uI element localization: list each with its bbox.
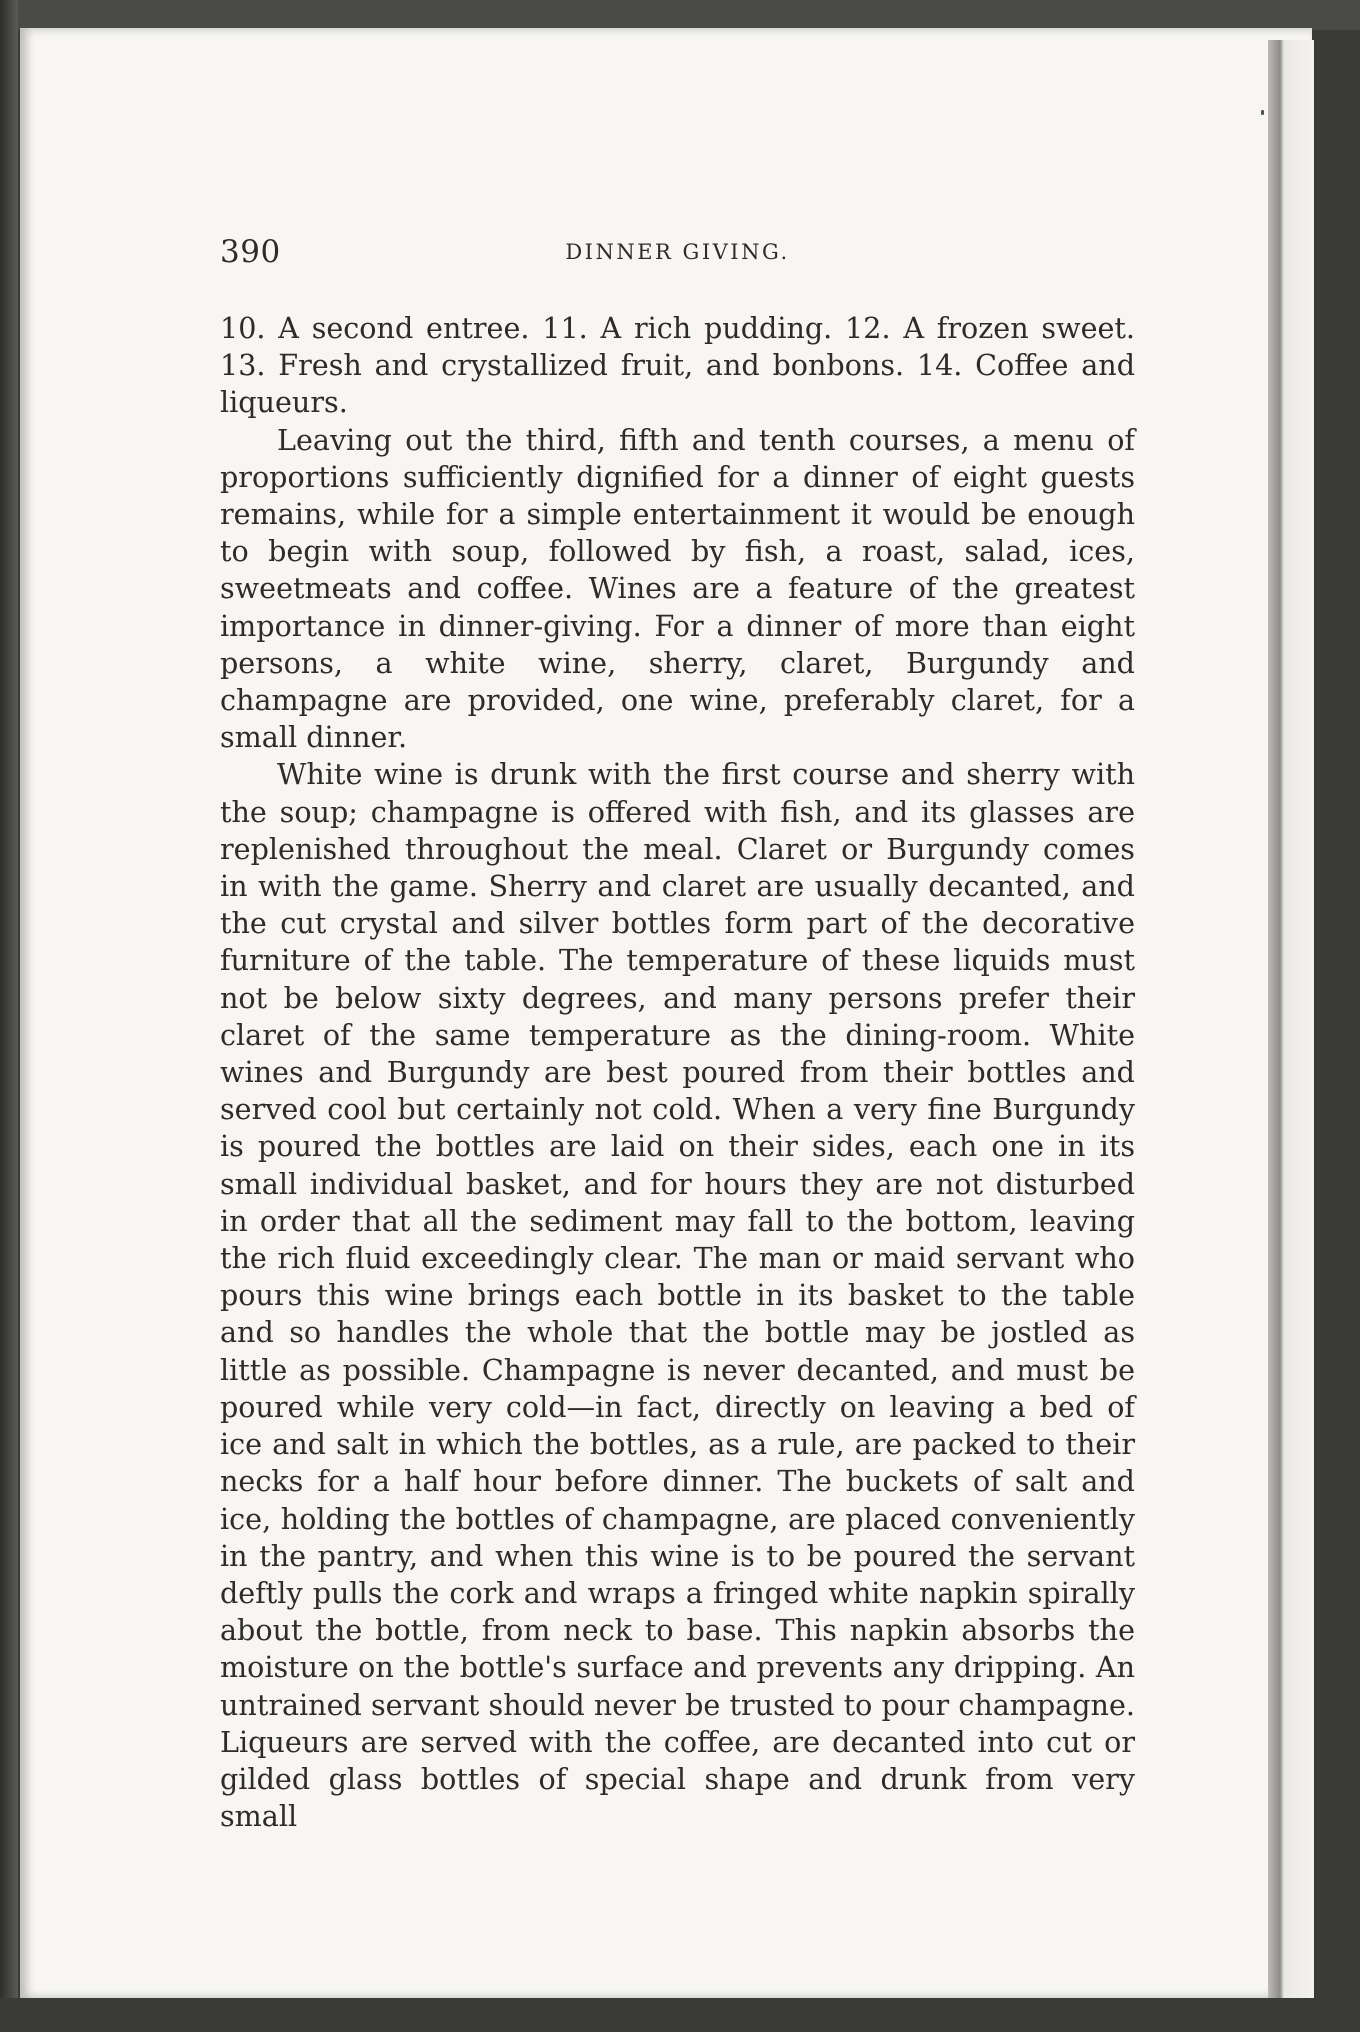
paragraph-menu-continuation: 10. A second entree. 11. A rich pudding. 12. A frozen sweet. 13. Fresh and crystallized fruit, and bonbons. 14. Coffee and liqueurs. (220, 311, 1135, 420)
paragraph-menu-and-wines: Leaving out the third, fifth and tenth courses, a menu of proportions sufficiently dignified for a dinner of eight guests remains, while for a simple entertainment it would be enough to begin with soup, followed by fish, a roast, salad, ices, sweetmeats and coffee. Wines are a feature of the greatest importance in dinner-giving. For a dinner of more than eight persons, a white wine, sherry, claret, Burgundy and champagne are provided, one wine, preferably claret, for a small dinner. (220, 422, 1135, 755)
book-page (20, 28, 1312, 1998)
scan-top-border (0, 0, 1360, 30)
scan-left-border (0, 0, 18, 2032)
paragraph-serving-wines: White wine is drunk with the first course and sherry with the soup; champagne is offered with fish, and its glasses are replenished throughout the meal. Claret or Burgundy comes in with the game. Sherry and claret are usually decanted, and the cut crystal and silver bottles form part of the decorative furniture of the table. The temperature of these liquids must not be below sixty degrees, and many persons prefer their claret of the same temperature as the dining-room. White wines and Burgundy are best poured from their bottles and served cool but certainly not cold. When a very fine Burgundy is poured the bottles are laid on their sides, each one in its small individual basket, and for hours they are not disturbed in order that all the sediment may fall to the bottom, leaving the rich fluid exceedingly clear. The man or maid servant who pours this wine brings each bottle in its basket to the table and so handles the whole that the bottle may be jostled as little as possible. Champagne is never decanted, and must be poured while very cold—in fact, directly on leaving a bed of ice and salt in which the bottles, as a rule, are packed to their necks for a half hour before dinner. The buckets of salt and ice, holding the bottles of champagne, are placed conveniently in the pantry, and when this wine is to be poured the servant deftly pulls the cork and wraps a fringed white napkin spirally about the bottle, from neck to base. This napkin absorbs the moisture on the bottle's surface and prevents any dripping. An untrained servant should never be trusted to pour champagne. Liqueurs are served with the coffee, are decanted into cut or gilded glass bottles of special shape and drunk from very small (220, 757, 1135, 1834)
body-text (220, 310, 1135, 1835)
page-number: 390 (220, 234, 281, 270)
dust-speck (1261, 110, 1264, 115)
running-title: DINNER GIVING. (565, 240, 790, 264)
scan-bottom-border (0, 1998, 1360, 2032)
page-edge-next-leaf (1268, 40, 1314, 2000)
running-head (220, 224, 1135, 284)
